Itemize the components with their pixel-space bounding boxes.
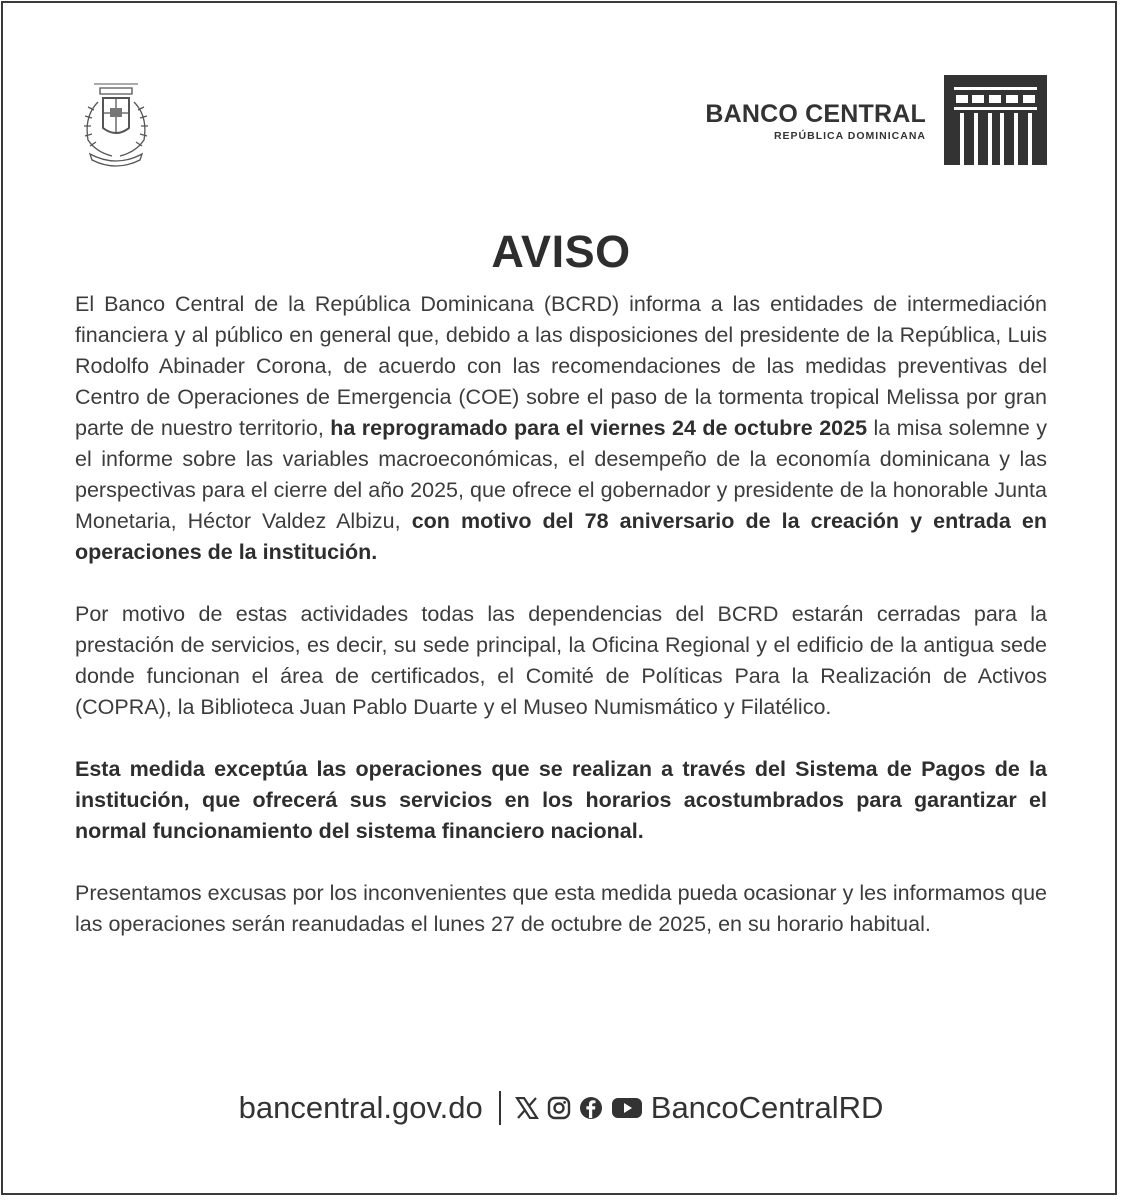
instagram-icon[interactable]	[547, 1096, 571, 1120]
paragraph-3	[75, 754, 1047, 847]
bank-logo-text	[705, 100, 926, 142]
bank-name: BANCO CENTRAL	[705, 100, 926, 128]
x-icon[interactable]	[515, 1097, 539, 1119]
facebook-icon[interactable]	[579, 1096, 603, 1120]
notice-body	[75, 289, 1047, 971]
paragraph-3-bold: Esta medida exceptúa las operaciones que se realizan a través del Sistema de Pagos de la institución, que ofrecerá sus servicios en los horarios acostumbrados para garantizar el normal funcionamiento del sistema financiero nacional.	[75, 757, 1047, 843]
paragraph-1-bold-anniversary: con motivo del 78 aniversario de la creación y entrada en operaciones de la institución.	[75, 509, 1047, 564]
notice-title: AVISO	[491, 226, 631, 277]
paragraph-4: Presentamos excusas por los inconvenientes que esta medida pueda ocasionar y les informamos que las operaciones serán reanudadas el lunes 27 de octubre de 2025, en su horario habitual.	[75, 881, 1047, 936]
coat-of-arms-icon	[70, 76, 162, 168]
paragraph-1-text-c: la misa solemne y el informe sobre las variables macroeconómicas, el desempeño de la economía dominicana y las perspectivas para el cierre del año 2025, que ofrece el gobernador y presidente de la honorable Junta Monetaria, Héctor Valdez Albizu,	[75, 416, 1047, 533]
footer-divider	[499, 1091, 501, 1125]
footer	[0, 1090, 1122, 1126]
paragraph-1-bold-date: ha reprogramado para el viernes 24 de octubre 2025	[330, 416, 868, 440]
paragraph-1-text-a: El Banco Central de la República Dominicana (BCRD) informa a las entidades de intermediación financiera y al público en general que, debido a las disposiciones del presidente de la República, Luis Rodolfo Abinader Corona, de acuerdo con las recomendaciones de las medidas preventivas del Centro de Operaciones de Emergencia (COE) sobre el paso de la tormenta tropical Melissa por gran parte de nuestro territorio,	[75, 292, 1047, 440]
website-link[interactable]: bancentral.gov.do	[238, 1090, 483, 1125]
youtube-icon[interactable]	[611, 1096, 643, 1120]
bank-building-logo-icon	[944, 75, 1047, 165]
paragraph-1	[75, 289, 1047, 568]
social-handle[interactable]: BancoCentralRD	[650, 1090, 884, 1125]
paragraph-2: Por motivo de estas actividades todas las dependencias del BCRD estarán cerradas para la prestación de servicios, es decir, su sede principal, la Oficina Regional y el edificio de la antigua sede donde funcionan el área de certificados, el Comité de Políticas Para la Realización de Activos (COPRA), la Biblioteca Juan Pablo Duarte y el Museo Numismático y Filatélico.	[75, 602, 1047, 719]
bank-country: REPÚBLICA DOMINICANA	[773, 130, 926, 142]
